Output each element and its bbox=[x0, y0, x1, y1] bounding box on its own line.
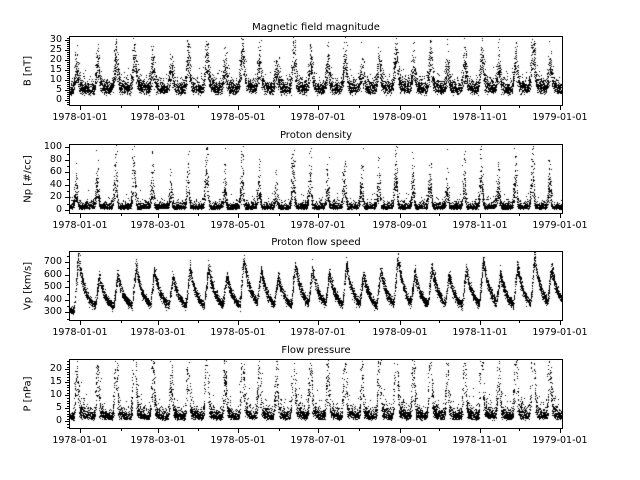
y-tick-label: 700 bbox=[43, 256, 62, 267]
tick-mark bbox=[318, 106, 319, 110]
y-tick-label: 5 bbox=[55, 84, 62, 95]
tick-mark bbox=[67, 46, 69, 47]
y-tick-label: 300 bbox=[43, 306, 62, 317]
tick-mark bbox=[67, 88, 69, 89]
plot-frame bbox=[69, 359, 563, 429]
tick-mark bbox=[67, 411, 69, 412]
tick-mark bbox=[67, 294, 69, 295]
tick-mark bbox=[67, 377, 69, 378]
tick-mark bbox=[279, 214, 280, 216]
tick-mark bbox=[67, 424, 69, 425]
x-tick-label: 1978-09-01 bbox=[372, 327, 428, 338]
tick-mark bbox=[480, 321, 481, 325]
tick-mark bbox=[67, 42, 69, 43]
tick-mark bbox=[67, 191, 69, 192]
plot-area bbox=[70, 252, 562, 320]
plot-area bbox=[70, 145, 562, 213]
tick-mark bbox=[67, 414, 69, 415]
tick-mark bbox=[439, 214, 440, 216]
tick-mark bbox=[67, 102, 69, 103]
y-tick-label: 30 bbox=[49, 34, 62, 45]
tick-mark bbox=[67, 104, 69, 105]
y-tick-label: 20 bbox=[49, 191, 62, 202]
x-tick-label: 1978-07-01 bbox=[290, 220, 346, 231]
tick-mark bbox=[67, 98, 69, 99]
tick-mark bbox=[67, 380, 69, 381]
tick-mark bbox=[67, 38, 69, 39]
x-tick-label: 1978-05-01 bbox=[210, 435, 266, 446]
tick-mark bbox=[67, 82, 69, 83]
tick-mark bbox=[67, 78, 69, 79]
tick-mark bbox=[67, 44, 69, 45]
tick-mark bbox=[65, 275, 69, 276]
y-tick-label: 0 bbox=[55, 94, 62, 105]
plot-area bbox=[70, 37, 562, 105]
tick-mark bbox=[67, 74, 69, 75]
tick-mark bbox=[80, 321, 81, 325]
tick-mark bbox=[198, 321, 199, 323]
tick-mark bbox=[121, 106, 122, 108]
x-tick-label: 1979-01-01 bbox=[532, 112, 588, 123]
tick-mark bbox=[65, 369, 69, 370]
x-tick-label: 1979-01-01 bbox=[532, 327, 588, 338]
y-tick-label: 400 bbox=[43, 294, 62, 305]
tick-mark bbox=[238, 321, 239, 325]
tick-mark bbox=[67, 367, 69, 368]
tick-mark bbox=[439, 429, 440, 431]
tick-mark bbox=[67, 419, 69, 420]
x-tick-label: 1979-01-01 bbox=[532, 435, 588, 446]
tick-mark bbox=[67, 62, 69, 63]
tick-mark bbox=[67, 58, 69, 59]
tick-mark bbox=[359, 106, 360, 108]
tick-mark bbox=[359, 321, 360, 323]
tick-mark bbox=[65, 90, 69, 91]
tick-mark bbox=[560, 321, 561, 325]
tick-mark bbox=[65, 408, 69, 409]
tick-mark bbox=[67, 372, 69, 373]
x-tick-label: 1978-09-01 bbox=[372, 112, 428, 123]
tick-mark bbox=[480, 214, 481, 218]
x-tick-label: 1978-05-01 bbox=[210, 112, 266, 123]
tick-mark bbox=[67, 306, 69, 307]
tick-mark bbox=[560, 106, 561, 110]
y-axis-label: Vp [km/s] bbox=[22, 261, 34, 311]
tick-mark bbox=[65, 300, 69, 301]
tick-mark bbox=[400, 321, 401, 325]
x-tick-label: 1978-01-01 bbox=[52, 327, 108, 338]
y-tick-label: 20 bbox=[49, 54, 62, 65]
y-tick-label: 15 bbox=[49, 376, 62, 387]
tick-mark bbox=[480, 106, 481, 110]
tick-mark bbox=[65, 421, 69, 422]
tick-mark bbox=[67, 94, 69, 95]
y-tick-label: 15 bbox=[49, 64, 62, 75]
tick-mark bbox=[238, 214, 239, 218]
tick-mark bbox=[519, 429, 520, 431]
tick-mark bbox=[400, 429, 401, 433]
plot-frame bbox=[69, 144, 563, 214]
x-tick-label: 1978-07-01 bbox=[290, 435, 346, 446]
tick-mark bbox=[67, 256, 69, 257]
tick-mark bbox=[67, 86, 69, 87]
tick-mark bbox=[279, 321, 280, 323]
x-tick-label: 1978-01-01 bbox=[52, 112, 108, 123]
tick-mark bbox=[65, 60, 69, 61]
tick-mark bbox=[65, 172, 69, 173]
tick-mark bbox=[158, 214, 159, 218]
tick-mark bbox=[65, 210, 69, 211]
tick-mark bbox=[65, 160, 69, 161]
y-tick-label: 60 bbox=[49, 166, 62, 177]
y-tick-label: 40 bbox=[49, 179, 62, 190]
tick-mark bbox=[439, 321, 440, 323]
tick-mark bbox=[238, 429, 239, 433]
panel-title: Proton flow speed bbox=[271, 237, 361, 248]
tick-mark bbox=[65, 197, 69, 198]
x-tick-label: 1978-05-01 bbox=[210, 327, 266, 338]
tick-mark bbox=[67, 393, 69, 394]
tick-mark bbox=[318, 214, 319, 218]
x-tick-label: 1979-01-01 bbox=[532, 220, 588, 231]
tick-mark bbox=[158, 106, 159, 110]
x-tick-label: 1978-01-01 bbox=[52, 220, 108, 231]
tick-mark bbox=[67, 390, 69, 391]
x-tick-label: 1978-05-01 bbox=[210, 220, 266, 231]
x-tick-label: 1978-11-01 bbox=[452, 327, 508, 338]
y-tick-label: 80 bbox=[49, 154, 62, 165]
x-tick-label: 1978-11-01 bbox=[452, 220, 508, 231]
tick-mark bbox=[67, 68, 69, 69]
tick-mark bbox=[279, 106, 280, 108]
y-tick-label: 10 bbox=[49, 74, 62, 85]
tick-mark bbox=[67, 66, 69, 67]
plot-frame bbox=[69, 251, 563, 321]
tick-mark bbox=[67, 52, 69, 53]
tick-mark bbox=[238, 106, 239, 110]
tick-mark bbox=[67, 154, 69, 155]
tick-mark bbox=[67, 48, 69, 49]
tick-mark bbox=[359, 214, 360, 216]
tick-mark bbox=[519, 321, 520, 323]
tick-mark bbox=[198, 214, 199, 216]
tick-mark bbox=[318, 429, 319, 433]
tick-mark bbox=[67, 374, 69, 375]
y-axis-label: Np [#/cc] bbox=[22, 155, 34, 203]
tick-mark bbox=[400, 106, 401, 110]
tick-mark bbox=[67, 364, 69, 365]
tick-mark bbox=[65, 70, 69, 71]
tick-mark bbox=[400, 214, 401, 218]
panel-title: Magnetic field magnitude bbox=[252, 22, 380, 33]
tick-mark bbox=[67, 401, 69, 402]
tick-mark bbox=[80, 429, 81, 433]
tick-mark bbox=[67, 427, 69, 428]
x-tick-label: 1978-03-01 bbox=[130, 435, 186, 446]
tick-mark bbox=[67, 179, 69, 180]
x-tick-label: 1978-09-01 bbox=[372, 220, 428, 231]
tick-mark bbox=[65, 50, 69, 51]
plot-area bbox=[70, 360, 562, 428]
tick-mark bbox=[67, 361, 69, 362]
tick-mark bbox=[67, 84, 69, 85]
x-tick-label: 1978-11-01 bbox=[452, 112, 508, 123]
tick-mark bbox=[67, 72, 69, 73]
x-tick-label: 1978-07-01 bbox=[290, 327, 346, 338]
y-tick-label: 500 bbox=[43, 281, 62, 292]
tick-mark bbox=[279, 429, 280, 431]
tick-mark bbox=[318, 321, 319, 325]
tick-mark bbox=[519, 106, 520, 108]
tick-mark bbox=[65, 382, 69, 383]
y-tick-label: 10 bbox=[49, 389, 62, 400]
tick-mark bbox=[198, 429, 199, 431]
tick-mark bbox=[65, 80, 69, 81]
tick-mark bbox=[67, 92, 69, 93]
tick-mark bbox=[67, 398, 69, 399]
x-tick-label: 1978-09-01 bbox=[372, 435, 428, 446]
tick-mark bbox=[67, 385, 69, 386]
x-tick-label: 1978-07-01 bbox=[290, 112, 346, 123]
tick-mark bbox=[67, 76, 69, 77]
y-tick-label: 5 bbox=[55, 402, 62, 413]
y-tick-label: 20 bbox=[49, 363, 62, 374]
tick-mark bbox=[121, 321, 122, 323]
tick-mark bbox=[560, 429, 561, 433]
tick-mark bbox=[67, 54, 69, 55]
tick-mark bbox=[67, 387, 69, 388]
y-tick-label: 25 bbox=[49, 44, 62, 55]
tick-mark bbox=[65, 287, 69, 288]
tick-mark bbox=[121, 214, 122, 216]
y-tick-label: 100 bbox=[43, 141, 62, 152]
tick-mark bbox=[359, 429, 360, 431]
y-axis-label: B [nT] bbox=[22, 55, 34, 87]
tick-mark bbox=[67, 403, 69, 404]
tick-mark bbox=[67, 64, 69, 65]
panel-title: Flow pressure bbox=[281, 345, 351, 356]
tick-mark bbox=[65, 185, 69, 186]
tick-mark bbox=[67, 56, 69, 57]
tick-mark bbox=[519, 214, 520, 216]
x-tick-label: 1978-03-01 bbox=[130, 220, 186, 231]
tick-mark bbox=[80, 106, 81, 110]
tick-mark bbox=[65, 312, 69, 313]
tick-mark bbox=[67, 319, 69, 320]
tick-mark bbox=[65, 262, 69, 263]
y-axis-label: P [nPa] bbox=[22, 376, 34, 412]
x-tick-label: 1978-03-01 bbox=[130, 327, 186, 338]
tick-mark bbox=[67, 281, 69, 282]
tick-mark bbox=[198, 106, 199, 108]
tick-mark bbox=[65, 40, 69, 41]
tick-mark bbox=[158, 321, 159, 325]
tick-mark bbox=[67, 204, 69, 205]
tick-mark bbox=[480, 429, 481, 433]
tick-mark bbox=[67, 406, 69, 407]
y-tick-label: 0 bbox=[55, 204, 62, 215]
tick-mark bbox=[560, 214, 561, 218]
tick-mark bbox=[158, 429, 159, 433]
tick-mark bbox=[121, 429, 122, 431]
tick-mark bbox=[65, 100, 69, 101]
plot-frame bbox=[69, 36, 563, 106]
tick-mark bbox=[67, 416, 69, 417]
tick-mark bbox=[439, 106, 440, 108]
tick-mark bbox=[67, 166, 69, 167]
y-tick-label: 0 bbox=[55, 415, 62, 426]
tick-mark bbox=[80, 214, 81, 218]
tick-mark bbox=[67, 268, 69, 269]
y-tick-label: 600 bbox=[43, 269, 62, 280]
x-tick-label: 1978-01-01 bbox=[52, 435, 108, 446]
tick-mark bbox=[65, 147, 69, 148]
x-tick-label: 1978-11-01 bbox=[452, 435, 508, 446]
panel-title: Proton density bbox=[279, 130, 353, 141]
x-tick-label: 1978-03-01 bbox=[130, 112, 186, 123]
tick-mark bbox=[67, 96, 69, 97]
tick-mark bbox=[65, 395, 69, 396]
